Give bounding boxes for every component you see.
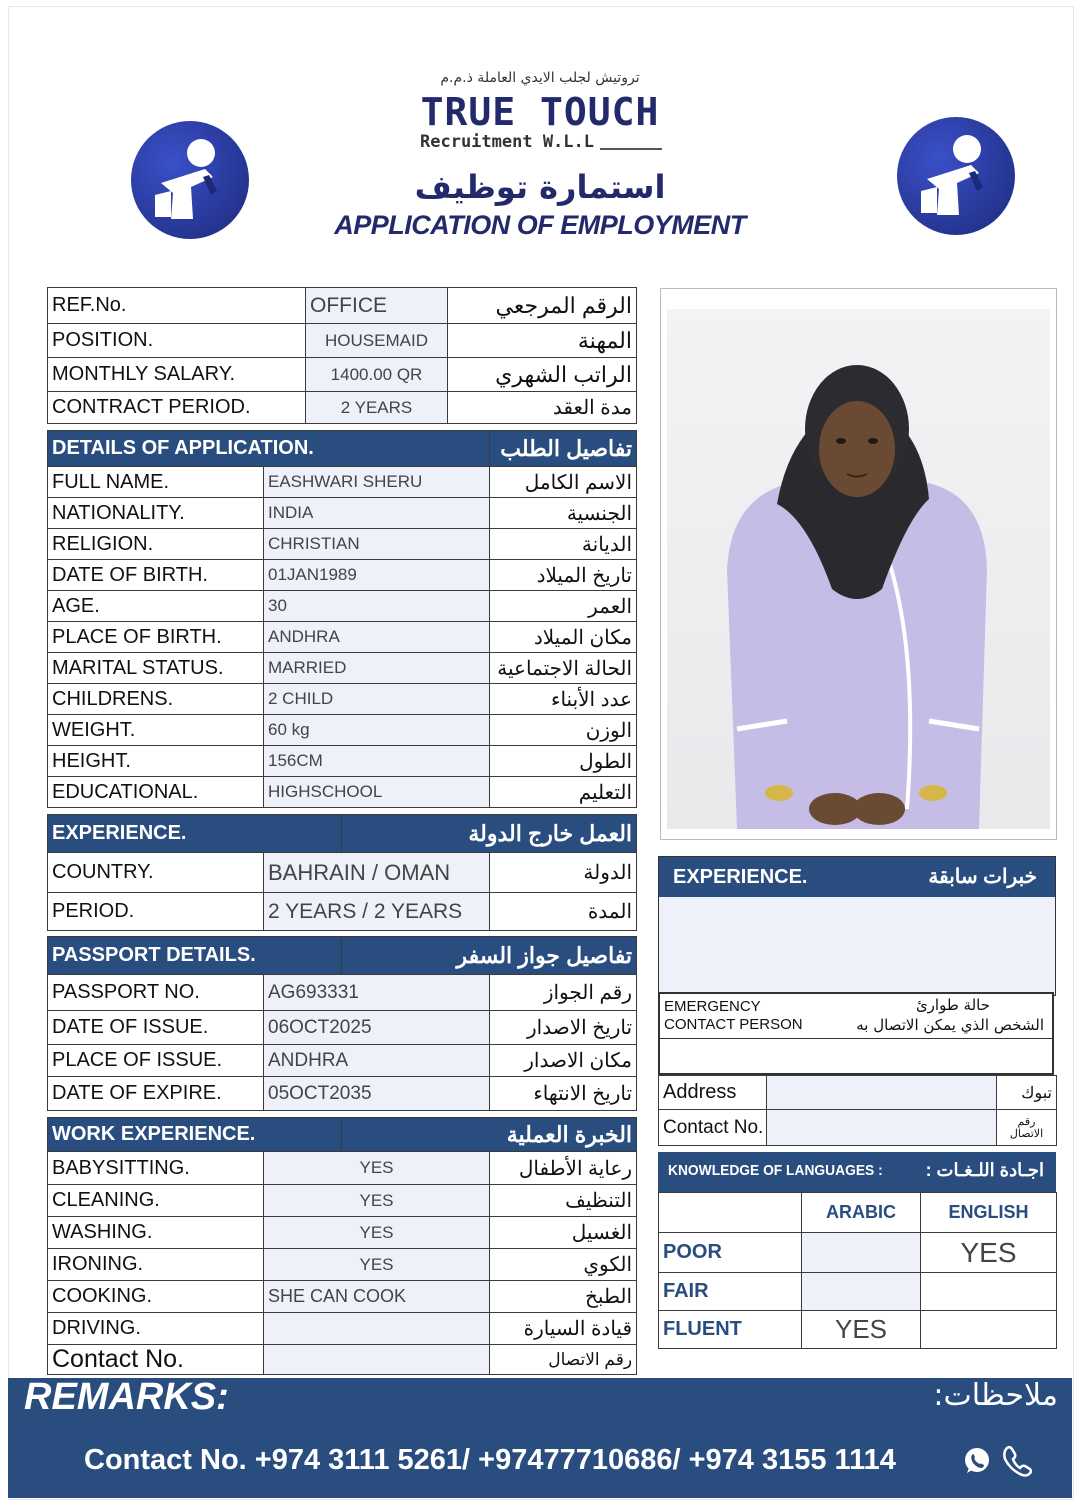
- field-value: HOUSEMAID: [306, 324, 448, 358]
- section-title: KNOWLEDGE OF LANGUAGES :: [668, 1162, 883, 1179]
- field-label: COUNTRY.: [48, 853, 264, 893]
- field-label: DATE OF BIRTH.: [48, 560, 264, 591]
- field-value: 01JAN1989: [264, 560, 490, 591]
- field-label: CHILDRENS.: [48, 684, 264, 715]
- contact-label-arabic-line2: الاتصال: [1009, 1127, 1044, 1140]
- field-label: PASSPORT NO.: [48, 975, 264, 1011]
- section-title: EXPERIENCE.: [48, 815, 342, 853]
- field-label-arabic: الحالة الاجتماعية: [490, 653, 637, 684]
- field-value: 06OCT2025: [264, 1011, 490, 1045]
- field-value: 2 YEARS: [306, 392, 448, 424]
- column-header-arabic: ARABIC: [802, 1193, 921, 1233]
- field-label-arabic: الدولة: [490, 853, 637, 893]
- field-label-arabic: عدد الأبناء: [490, 684, 637, 715]
- section-title-arabic: خبرات سابقة: [928, 866, 1037, 888]
- field-label-arabic: الغسيل: [490, 1217, 637, 1249]
- table-row: [48, 560, 637, 591]
- field-value: 1400.00 QR: [306, 358, 448, 392]
- emergency-contact-person-label-arabic: الشخص الذي يمكن الاتصال به: [856, 1016, 1044, 1034]
- section-title-arabic: تفاصيل جواز السفر: [342, 937, 637, 975]
- field-label: Contact No.: [48, 1345, 264, 1375]
- section-title: DETAILS OF APPLICATION.: [48, 431, 490, 467]
- field-label-arabic: تاريخ الاصدار: [490, 1011, 637, 1045]
- field-value: BAHRAIN / OMAN: [264, 853, 490, 893]
- divider: [660, 1038, 1052, 1039]
- field-value: AG693331: [264, 975, 490, 1011]
- field-label-arabic: تاريخ الميلاد: [490, 560, 637, 591]
- table-row: [48, 975, 637, 1011]
- field-value: MARRIED: [264, 653, 490, 684]
- contact-value: [767, 1110, 997, 1146]
- table-header-row: [659, 1193, 1057, 1233]
- contact-label-arabic-line1: رقم: [1017, 1115, 1036, 1128]
- field-label: EDUCATIONAL.: [48, 777, 264, 808]
- table-row: [48, 777, 637, 808]
- level-label: FAIR: [659, 1273, 802, 1311]
- section-title: EXPERIENCE.: [673, 866, 808, 888]
- languages-table: [658, 1192, 1057, 1349]
- field-label: COOKING.: [48, 1281, 264, 1313]
- form-title-english: APPLICATION OF EMPLOYMENT: [334, 210, 746, 240]
- field-label-arabic: الطول: [490, 746, 637, 777]
- field-label-arabic: الاسم الكامل: [490, 467, 637, 498]
- section-title-arabic: العمل خارج الدولة: [342, 815, 637, 853]
- remarks-label: REMARKS:: [24, 1376, 229, 1418]
- applicant-photo-frame: [660, 288, 1057, 840]
- table-row: [48, 529, 637, 560]
- field-value: 2 YEARS / 2 YEARS: [264, 893, 490, 931]
- field-value: ANDHRA: [264, 622, 490, 653]
- section-title-arabic: الخبرة العملية: [342, 1118, 637, 1152]
- field-value: SHE CAN COOK: [264, 1281, 490, 1313]
- table-row: [48, 715, 637, 746]
- table-row: [48, 1281, 637, 1313]
- table-row: [48, 1045, 637, 1077]
- field-value: [264, 1313, 490, 1345]
- field-value: CHRISTIAN: [264, 529, 490, 560]
- position-info-table: [47, 287, 637, 424]
- field-label: FULL NAME.: [48, 467, 264, 498]
- field-value: YES: [264, 1217, 490, 1249]
- field-label-arabic: مكان الاصدار: [490, 1045, 637, 1077]
- table-row: [48, 358, 637, 392]
- field-label-arabic: الجنسية: [490, 498, 637, 529]
- field-label: HEIGHT.: [48, 746, 264, 777]
- section-header: [48, 815, 637, 853]
- level-label: POOR: [659, 1233, 802, 1273]
- experience-abroad-table: [47, 814, 637, 931]
- table-row: [659, 1110, 1057, 1146]
- field-label-arabic: رقم الاتصال: [490, 1345, 637, 1375]
- english-level-value: [921, 1311, 1057, 1349]
- table-row: [48, 591, 637, 622]
- field-label-arabic: الكوي: [490, 1249, 637, 1281]
- field-label: IRONING.: [48, 1249, 264, 1281]
- field-label: BABYSITTING.: [48, 1152, 264, 1185]
- section-header: [48, 937, 637, 975]
- table-row: [48, 1152, 637, 1185]
- field-value: YES: [264, 1185, 490, 1217]
- field-label-arabic: المدة: [490, 893, 637, 931]
- brand-subtitle: Recruitment W.L.L: [420, 132, 594, 152]
- field-label: Contact No.: [659, 1110, 767, 1146]
- field-label: REF.No.: [48, 288, 306, 324]
- table-row: [48, 622, 637, 653]
- emergency-label-arabic: حالة طوارئ: [915, 996, 990, 1014]
- emergency-label: EMERGENCY: [664, 998, 761, 1015]
- field-label: NATIONALITY.: [48, 498, 264, 529]
- table-row: [48, 893, 637, 931]
- phone-icon: [1000, 1444, 1034, 1478]
- field-label-arabic: مكان الميلاد: [490, 622, 637, 653]
- table-row: [48, 1217, 637, 1249]
- field-value: 60 kg: [264, 715, 490, 746]
- section-title-arabic: اجـادة اللـغـات :: [925, 1160, 1044, 1180]
- application-details-table: [47, 430, 637, 808]
- table-row: [659, 1076, 1057, 1110]
- table-row: [48, 1011, 637, 1045]
- emergency-contact-box: [658, 992, 1054, 1075]
- table-row: [48, 392, 637, 424]
- field-label-arabic: رعاية الأطفال: [490, 1152, 637, 1185]
- column-header-english: ENGLISH: [921, 1193, 1057, 1233]
- brand-arabic-name: تروتيش لجلب الايدي العاملة ذ.م.م: [440, 70, 640, 86]
- work-experience-table: [47, 1117, 637, 1375]
- whatsapp-icon: [962, 1446, 992, 1476]
- passport-details-table: [47, 936, 637, 1111]
- field-label: CLEANING.: [48, 1185, 264, 1217]
- table-row: [48, 653, 637, 684]
- field-label-arabic: الراتب الشهري: [448, 358, 637, 392]
- field-label-arabic: قيادة السيارة: [490, 1313, 637, 1345]
- brand-name: TRUE TOUCH: [420, 90, 660, 134]
- field-label-arabic: الوزن: [490, 715, 637, 746]
- arabic-level-value: [802, 1273, 921, 1311]
- field-label: PLACE OF ISSUE.: [48, 1045, 264, 1077]
- section-title-arabic: تفاصيل الطلب: [490, 431, 637, 467]
- table-row: [48, 684, 637, 715]
- table-row: [48, 1249, 637, 1281]
- section-title: WORK EXPERIENCE.: [48, 1118, 342, 1152]
- field-label-arabic: تاريخ الانتهاء: [490, 1077, 637, 1111]
- address-value: [767, 1076, 997, 1110]
- field-label-arabic: الطبخ: [490, 1281, 637, 1313]
- table-row: [48, 498, 637, 529]
- field-label: PLACE OF BIRTH.: [48, 622, 264, 653]
- english-level-value: [921, 1273, 1057, 1311]
- emergency-contact-person-label: CONTACT PERSON: [664, 1016, 803, 1033]
- field-label-arabic: تبوك: [997, 1076, 1057, 1110]
- field-label: POSITION.: [48, 324, 306, 358]
- field-label-arabic: الديانة: [490, 529, 637, 560]
- brand-underline: [600, 148, 662, 150]
- field-label-arabic: مدة العقد: [448, 392, 637, 424]
- field-label: DATE OF EXPIRE.: [48, 1077, 264, 1111]
- previous-experience-box: [658, 856, 1056, 996]
- remarks-label-arabic: ملاحظات:: [933, 1378, 1058, 1413]
- table-row: [48, 1345, 637, 1375]
- emergency-address-table: [658, 1075, 1057, 1146]
- table-row: [48, 1077, 637, 1111]
- field-value: 30: [264, 591, 490, 622]
- field-value: YES: [264, 1152, 490, 1185]
- field-label-arabic: المهنة: [448, 324, 637, 358]
- level-label: FLUENT: [659, 1311, 802, 1349]
- table-row: [48, 746, 637, 777]
- field-label-arabic: رقم الجواز: [490, 975, 637, 1011]
- applicant-photo: [667, 309, 1050, 829]
- table-row: [48, 288, 637, 324]
- table-row: [659, 1311, 1057, 1349]
- contact-numbers: Contact No. +974 3111 5261/ +97477710686/ +974 3155 1114: [84, 1444, 896, 1476]
- field-value: EASHWARI SHERU: [264, 467, 490, 498]
- table-row: [48, 1313, 637, 1345]
- field-label: MARITAL STATUS.: [48, 653, 264, 684]
- table-row: [48, 853, 637, 893]
- field-value: YES: [264, 1249, 490, 1281]
- field-value: INDIA: [264, 498, 490, 529]
- table-row: [48, 324, 637, 358]
- table-row: [48, 1185, 637, 1217]
- empty-cell: [659, 1193, 802, 1233]
- field-label-arabic: الرقم المرجعي: [448, 288, 637, 324]
- english-level-value: YES: [921, 1233, 1057, 1273]
- field-label: CONTRACT PERIOD.: [48, 392, 306, 424]
- field-value: [264, 1345, 490, 1375]
- field-label: DRIVING.: [48, 1313, 264, 1345]
- field-label-arabic: التعليم: [490, 777, 637, 808]
- field-label: AGE.: [48, 591, 264, 622]
- field-label: WASHING.: [48, 1217, 264, 1249]
- remarks-footer: [8, 1378, 1072, 1498]
- field-label: Address: [659, 1076, 767, 1110]
- languages-header: [658, 1152, 1056, 1192]
- field-value: OFFICE: [306, 288, 448, 324]
- section-title: PASSPORT DETAILS.: [48, 937, 342, 975]
- field-label: WEIGHT.: [48, 715, 264, 746]
- field-value: ANDHRA: [264, 1045, 490, 1077]
- section-header: [659, 857, 1055, 897]
- field-label: DATE OF ISSUE.: [48, 1011, 264, 1045]
- form-title-arabic: استمارة توظيف: [414, 168, 666, 206]
- arabic-level-value: YES: [802, 1311, 921, 1349]
- table-row: [48, 467, 637, 498]
- field-value: HIGHSCHOOL: [264, 777, 490, 808]
- field-label: MONTHLY SALARY.: [48, 358, 306, 392]
- table-row: [659, 1233, 1057, 1273]
- field-value: 05OCT2035: [264, 1077, 490, 1111]
- field-value: 156CM: [264, 746, 490, 777]
- field-label: PERIOD.: [48, 893, 264, 931]
- section-header: [48, 431, 637, 467]
- field-label-arabic: التنظيف: [490, 1185, 637, 1217]
- field-value: 2 CHILD: [264, 684, 490, 715]
- table-row: [659, 1273, 1057, 1311]
- field-label-arabic: [997, 1110, 1057, 1146]
- section-header: [48, 1118, 637, 1152]
- arabic-level-value: [802, 1233, 921, 1273]
- field-label-arabic: العمر: [490, 591, 637, 622]
- field-label: RELIGION.: [48, 529, 264, 560]
